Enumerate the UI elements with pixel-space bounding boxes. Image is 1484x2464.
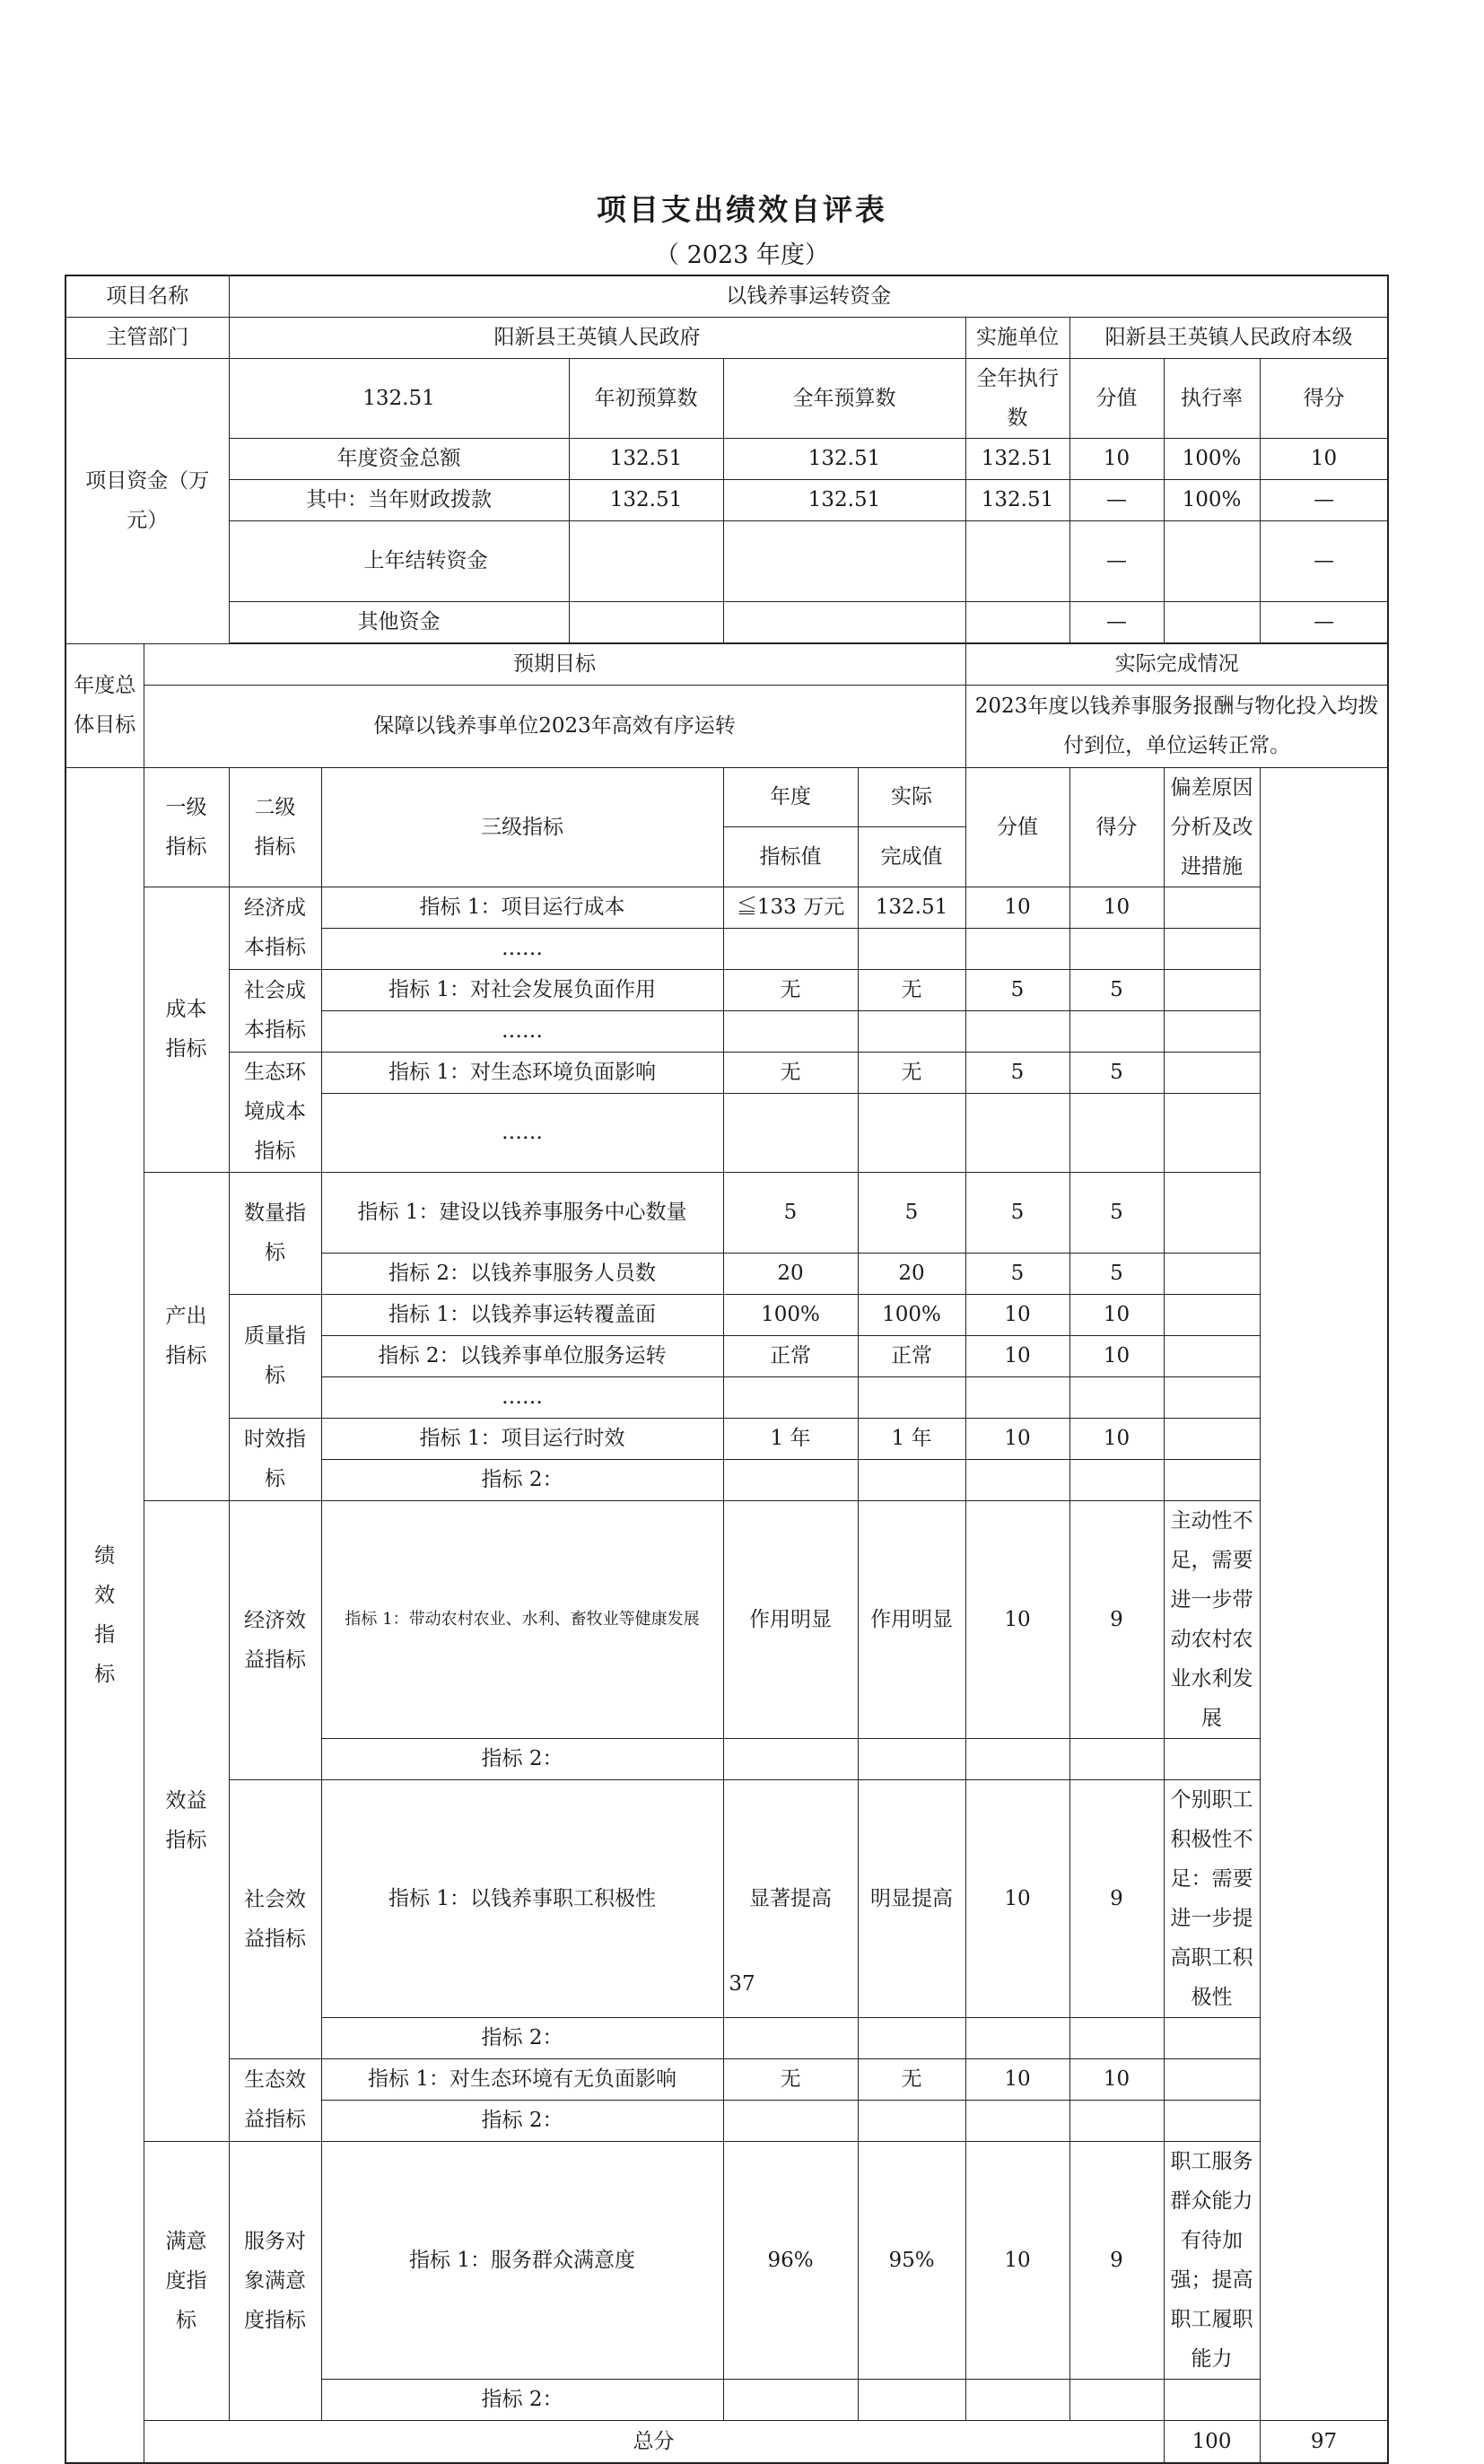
indicator-target: 96% (723, 2141, 858, 2379)
head-target-bottom: 指标值 (723, 827, 858, 887)
funds-cell: — (1260, 601, 1388, 642)
indicator-name: 指标 2： (321, 2017, 723, 2058)
indicator-actual: 5 (858, 1172, 965, 1253)
indicator-name: 指标 2： (321, 1459, 723, 1500)
indicator-name: 指标 2：以钱养事单位服务运转 (321, 1335, 723, 1376)
indicator-note (1164, 1253, 1260, 1294)
head-l1: 一级指标 (144, 767, 229, 887)
funds-cell (723, 520, 965, 601)
head-score-value: 分值 (965, 767, 1069, 887)
indicator-actual: 95% (858, 2141, 965, 2379)
indicator-value: 5 (965, 1253, 1069, 1294)
indicator-score: 5 (1069, 1253, 1164, 1294)
indicator-actual: 无 (858, 969, 965, 1010)
funds-cell (723, 601, 965, 642)
indicator-name: …… (321, 1376, 723, 1418)
perf-label: 绩效指标 (65, 767, 144, 2463)
dept-label: 主管部门 (65, 317, 229, 358)
sub-social-benefit: 社会效益指标 (229, 1779, 321, 2058)
funds-cell: — (1260, 520, 1388, 601)
indicator-score: 10 (1069, 887, 1164, 928)
col-execution: 全年执行数 (965, 358, 1069, 438)
funds-cell: 132.51 (965, 479, 1069, 520)
indicator-actual: 20 (858, 1253, 965, 1294)
indicator-value: 5 (965, 1052, 1069, 1093)
funds-cell: 100% (1164, 479, 1260, 520)
total-label: 总分 (144, 2420, 1164, 2463)
head-l2: 二级指标 (229, 767, 321, 887)
indicator-name: 指标 1：对社会发展负面作用 (321, 969, 723, 1010)
indicator-name: …… (321, 1093, 723, 1172)
indicator-value: 5 (965, 1172, 1069, 1253)
indicator-name: 指标 2： (321, 1738, 723, 1779)
total-value: 100 (1164, 2420, 1260, 2463)
indicator-target: 作用明显 (723, 1500, 858, 1738)
funds-cell: — (1260, 479, 1388, 520)
indicator-target: 20 (723, 1253, 858, 1294)
project-name-label: 项目名称 (65, 275, 229, 317)
indicator-value: 10 (965, 2141, 1069, 2379)
indicator-target: 无 (723, 969, 858, 1010)
indicator-name: 指标 1：项目运行时效 (321, 1418, 723, 1459)
indicator-name: …… (321, 928, 723, 969)
indicator-name: 指标 1：项目运行成本 (321, 887, 723, 928)
indicator-actual: 无 (858, 1052, 965, 1093)
indicator-name: 指标 1：对生态环境负面影响 (321, 1052, 723, 1093)
indicator-score: 5 (1069, 1052, 1164, 1093)
indicator-score: 5 (1069, 969, 1164, 1010)
funds-cell: 132.51 (569, 438, 723, 479)
indicator-value: 10 (965, 1335, 1069, 1376)
sub-social-cost: 社会成本指标 (229, 969, 321, 1052)
funds-cell (569, 520, 723, 601)
indicator-note (1164, 1335, 1260, 1376)
funds-cell: 10 (1069, 438, 1164, 479)
indicator-value: 5 (965, 969, 1069, 1010)
indicator-value: 10 (965, 2058, 1069, 2100)
head-score: 得分 (1069, 767, 1164, 887)
indicator-name: 指标 1：带动农村农业、水利、畜牧业等健康发展 (321, 1500, 723, 1738)
indicator-name: 指标 1：以钱养事运转覆盖面 (321, 1294, 723, 1335)
sub-quantity: 数量指标 (229, 1172, 321, 1294)
indicator-actual: 132.51 (858, 887, 965, 928)
funds-cell: 132.51 (723, 479, 965, 520)
sub-service-satisfaction: 服务对象满意度指标 (229, 2141, 321, 2420)
funds-cell: — (1069, 601, 1164, 642)
indicator-note (1164, 1418, 1260, 1459)
group-benefit: 效益指标 (144, 1500, 229, 2141)
page-subtitle: （ 2023 年度） (655, 241, 829, 269)
funds-head-value: 132.51 (229, 358, 569, 438)
group-satisfaction: 满意度指标 (144, 2141, 229, 2420)
indicator-name: …… (321, 1010, 723, 1052)
indicator-note (1164, 969, 1260, 1010)
indicator-note (1164, 1294, 1260, 1335)
indicator-name: 指标 2： (321, 2100, 723, 2141)
indicator-value: 10 (965, 1500, 1069, 1738)
total-score: 97 (1260, 2420, 1388, 2463)
indicator-target: 正常 (723, 1335, 858, 1376)
col-full-budget: 全年预算数 (723, 358, 965, 438)
indicator-note (1164, 2058, 1260, 2100)
funds-cell (569, 601, 723, 642)
funds-cell: 132.51 (569, 479, 723, 520)
indicator-name: 指标 1：对生态环境有无负面影响 (321, 2058, 723, 2100)
project-name: 以钱养事运转资金 (229, 275, 1388, 317)
indicator-target: 显著提高 (723, 1779, 858, 2017)
funds-cell: 132.51 (965, 438, 1069, 479)
funds-cell: — (1069, 520, 1164, 601)
indicator-value: 10 (965, 1294, 1069, 1335)
funds-cell (1164, 601, 1260, 642)
sub-econ-benefit: 经济效益指标 (229, 1500, 321, 1779)
indicator-target: 1 年 (723, 1418, 858, 1459)
goals-label: 年度总体目标 (65, 643, 144, 767)
funds-cell: 100% (1164, 438, 1260, 479)
dept-value: 阳新县王英镇人民政府 (229, 317, 965, 358)
indicator-name: 指标 2：以钱养事服务人员数 (321, 1253, 723, 1294)
sub-econ-cost: 经济成本指标 (229, 887, 321, 969)
indicator-note: 主动性不足，需要进一步带动农村农业水利发展 (1164, 1500, 1260, 1738)
col-exec-rate: 执行率 (1164, 358, 1260, 438)
indicator-target: ≦133 万元 (723, 887, 858, 928)
indicator-actual: 作用明显 (858, 1500, 965, 1738)
group-output: 产出指标 (144, 1172, 229, 1500)
indicator-score: 10 (1069, 1418, 1164, 1459)
indicator-actual: 无 (858, 2058, 965, 2100)
indicator-score: 10 (1069, 1335, 1164, 1376)
impl-label: 实施单位 (965, 317, 1069, 358)
funds-cell: 10 (1260, 438, 1388, 479)
page-number: 37 (729, 1972, 755, 1996)
funds-row-label: 其中：当年财政拨款 (229, 479, 569, 520)
head-actual-bottom: 完成值 (858, 827, 965, 887)
indicator-note: 职工服务群众能力有待加强；提高职工履职能力 (1164, 2141, 1260, 2379)
indicator-score: 10 (1069, 2058, 1164, 2100)
funds-cell (965, 601, 1069, 642)
indicator-score: 9 (1069, 1779, 1164, 2017)
indicator-score: 9 (1069, 1500, 1164, 1738)
funds-label: 项目资金（万元） (65, 358, 229, 643)
goals-expected-label: 预期目标 (144, 643, 965, 685)
indicator-actual: 100% (858, 1294, 965, 1335)
indicator-name: 指标 1：服务群众满意度 (321, 2141, 723, 2379)
indicator-target: 无 (723, 1052, 858, 1093)
indicator-name: 指标 2： (321, 2379, 723, 2420)
page-title: 项目支出绩效自评表 (597, 192, 887, 227)
indicator-target: 无 (723, 2058, 858, 2100)
group-cost: 成本指标 (144, 887, 229, 1172)
head-target-top: 年度 (723, 767, 858, 827)
head-actual-top: 实际 (858, 767, 965, 827)
indicator-note (1164, 887, 1260, 928)
goals-expected: 保障以钱养事单位2023年高效有序运转 (144, 685, 965, 767)
indicator-note: 个别职工积极性不足：需要进一步提高职工积极性 (1164, 1779, 1260, 2017)
goals-actual: 2023年度以钱养事服务报酬与物化投入均拨付到位，单位运转正常。 (965, 685, 1388, 767)
sub-eco-cost: 生态环境成本指标 (229, 1052, 321, 1172)
impl-value: 阳新县王英镇人民政府本级 (1069, 317, 1388, 358)
indicator-score: 9 (1069, 2141, 1164, 2379)
col-score: 得分 (1260, 358, 1388, 438)
funds-row-label: 其他资金 (229, 601, 569, 642)
indicator-actual: 正常 (858, 1335, 965, 1376)
indicator-actual: 明显提高 (858, 1779, 965, 2017)
indicator-value: 10 (965, 887, 1069, 928)
indicator-name: 指标 1：建设以钱养事服务中心数量 (321, 1172, 723, 1253)
funds-cell (965, 520, 1069, 601)
indicator-value: 10 (965, 1418, 1069, 1459)
sub-timeliness: 时效指标 (229, 1418, 321, 1500)
funds-cell (1164, 520, 1260, 601)
indicator-name: 指标 1：以钱养事职工积极性 (321, 1779, 723, 2017)
col-score-value: 分值 (1069, 358, 1164, 438)
indicator-target: 5 (723, 1172, 858, 1253)
indicator-score: 5 (1069, 1172, 1164, 1253)
funds-row-label: 上年结转资金 (229, 520, 569, 601)
funds-cell: — (1069, 479, 1164, 520)
indicator-value: 10 (965, 1779, 1069, 2017)
indicator-target: 100% (723, 1294, 858, 1335)
sub-quality: 质量指标 (229, 1294, 321, 1418)
funds-cell: 132.51 (723, 438, 965, 479)
head-l3: 三级指标 (321, 767, 723, 887)
goals-actual-label: 实际完成情况 (965, 643, 1388, 685)
indicator-actual: 1 年 (858, 1418, 965, 1459)
head-reason: 偏差原因分析及改进措施 (1164, 767, 1260, 887)
indicator-note (1164, 1172, 1260, 1253)
col-initial-budget: 年初预算数 (569, 358, 723, 438)
indicator-score: 10 (1069, 1294, 1164, 1335)
sub-eco-benefit: 生态效益指标 (229, 2058, 321, 2141)
funds-row-label: 年度资金总额 (229, 438, 569, 479)
indicator-note (1164, 1052, 1260, 1093)
performance-table (65, 275, 1389, 2464)
